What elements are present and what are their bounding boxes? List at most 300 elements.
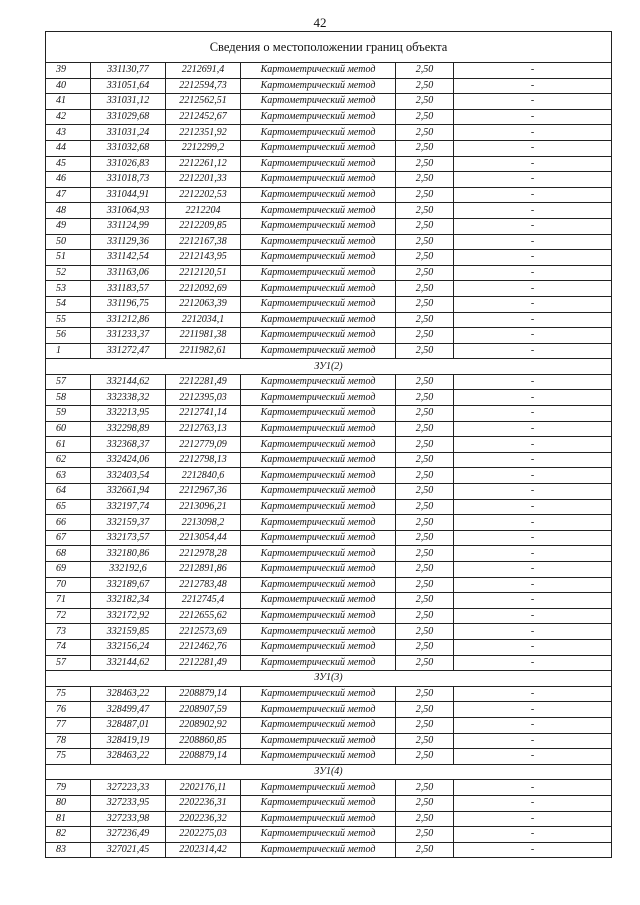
coordinate-y-cell: 2211982,61: [166, 343, 241, 359]
method-cell: Картометрический метод: [241, 234, 396, 250]
coordinate-y-cell: 2208879,14: [166, 749, 241, 765]
accuracy-cell: 2,50: [396, 421, 454, 437]
note-cell: -: [454, 655, 612, 671]
table-row: [46, 125, 612, 141]
table-row: [46, 562, 612, 578]
method-cell: Картометрический метод: [241, 187, 396, 203]
coordinate-x-cell: 331031,12: [91, 94, 166, 110]
coordinate-x-cell: 332180,86: [91, 546, 166, 562]
accuracy-cell: 2,50: [396, 702, 454, 718]
note-cell: -: [454, 749, 612, 765]
table-row: [46, 717, 612, 733]
coordinate-x-cell: 332213,95: [91, 406, 166, 422]
method-cell: Картометрический метод: [241, 562, 396, 578]
coordinate-x-cell: 331196,75: [91, 296, 166, 312]
table-row: [46, 811, 612, 827]
table-row: [46, 328, 612, 344]
coordinate-y-cell: 2212281,49: [166, 374, 241, 390]
point-number-cell: 74: [46, 639, 91, 655]
point-number-cell: 55: [46, 312, 91, 328]
coordinate-y-cell: 2212204: [166, 203, 241, 219]
coordinate-y-cell: 2208860,85: [166, 733, 241, 749]
coordinate-x-cell: 331130,77: [91, 63, 166, 79]
coordinate-x-cell: 331051,64: [91, 78, 166, 94]
accuracy-cell: 2,50: [396, 109, 454, 125]
coordinate-x-cell: 331124,99: [91, 218, 166, 234]
coordinate-y-cell: 2208879,14: [166, 686, 241, 702]
boundary-coordinates-table: [45, 31, 612, 858]
point-number-cell: 65: [46, 499, 91, 515]
note-cell: -: [454, 437, 612, 453]
point-number-cell: 53: [46, 281, 91, 297]
accuracy-cell: 2,50: [396, 468, 454, 484]
table-row: [46, 530, 612, 546]
point-number-cell: 79: [46, 780, 91, 796]
coordinate-x-cell: 331018,73: [91, 172, 166, 188]
method-cell: Картометрический метод: [241, 78, 396, 94]
table-row: [46, 577, 612, 593]
coordinate-y-cell: 2213054,44: [166, 530, 241, 546]
table-row: [46, 749, 612, 765]
point-number-cell: 62: [46, 452, 91, 468]
accuracy-cell: 2,50: [396, 156, 454, 172]
note-cell: -: [454, 515, 612, 531]
coordinate-y-cell: 2212779,09: [166, 437, 241, 453]
note-cell: -: [454, 265, 612, 281]
point-number-cell: 67: [46, 530, 91, 546]
table-row: [46, 655, 612, 671]
accuracy-cell: 2,50: [396, 499, 454, 515]
coordinate-y-cell: 2208907,59: [166, 702, 241, 718]
method-cell: Картометрический метод: [241, 452, 396, 468]
table-row: [46, 702, 612, 718]
coordinate-y-cell: 2212763,13: [166, 421, 241, 437]
note-cell: -: [454, 484, 612, 500]
method-cell: Картометрический метод: [241, 717, 396, 733]
method-cell: Картометрический метод: [241, 406, 396, 422]
coordinate-y-cell: 2212840,6: [166, 468, 241, 484]
coordinate-x-cell: 332159,85: [91, 624, 166, 640]
accuracy-cell: 2,50: [396, 312, 454, 328]
note-cell: -: [454, 702, 612, 718]
accuracy-cell: 2,50: [396, 593, 454, 609]
method-cell: Картометрический метод: [241, 172, 396, 188]
note-cell: -: [454, 577, 612, 593]
note-cell: -: [454, 795, 612, 811]
method-cell: Картометрический метод: [241, 296, 396, 312]
note-cell: -: [454, 328, 612, 344]
coordinate-y-cell: 2212798,13: [166, 452, 241, 468]
note-cell: -: [454, 624, 612, 640]
accuracy-cell: 2,50: [396, 343, 454, 359]
note-cell: -: [454, 452, 612, 468]
accuracy-cell: 2,50: [396, 608, 454, 624]
method-cell: Картометрический метод: [241, 312, 396, 328]
coordinate-y-cell: 2212261,12: [166, 156, 241, 172]
method-cell: Картометрический метод: [241, 109, 396, 125]
note-cell: -: [454, 234, 612, 250]
point-number-cell: 63: [46, 468, 91, 484]
method-cell: Картометрический метод: [241, 218, 396, 234]
coordinate-x-cell: 332144,62: [91, 374, 166, 390]
accuracy-cell: 2,50: [396, 78, 454, 94]
method-cell: Картометрический метод: [241, 795, 396, 811]
accuracy-cell: 2,50: [396, 172, 454, 188]
note-cell: -: [454, 156, 612, 172]
point-number-cell: 47: [46, 187, 91, 203]
note-cell: -: [454, 593, 612, 609]
coordinate-y-cell: 2202236,31: [166, 795, 241, 811]
accuracy-cell: 2,50: [396, 250, 454, 266]
coordinate-y-cell: 2202236,32: [166, 811, 241, 827]
method-cell: Картометрический метод: [241, 702, 396, 718]
table-row: [46, 452, 612, 468]
table-title: Сведения о местоположении границ объекта: [46, 32, 612, 63]
table-row: [46, 281, 612, 297]
point-number-cell: 43: [46, 125, 91, 141]
point-number-cell: 59: [46, 406, 91, 422]
point-number-cell: 57: [46, 374, 91, 390]
method-cell: Картометрический метод: [241, 343, 396, 359]
table-row: [46, 187, 612, 203]
method-cell: Картометрический метод: [241, 499, 396, 515]
section-row: [46, 359, 612, 375]
table-row: [46, 234, 612, 250]
table-row: [46, 780, 612, 796]
table-row: [46, 686, 612, 702]
table-row: [46, 343, 612, 359]
method-cell: Картометрический метод: [241, 421, 396, 437]
note-cell: -: [454, 125, 612, 141]
accuracy-cell: 2,50: [396, 281, 454, 297]
accuracy-cell: 2,50: [396, 624, 454, 640]
table-row: [46, 624, 612, 640]
table-row: [46, 639, 612, 655]
accuracy-cell: 2,50: [396, 515, 454, 531]
note-cell: -: [454, 109, 612, 125]
method-cell: Картометрический метод: [241, 140, 396, 156]
coordinate-x-cell: 331064,93: [91, 203, 166, 219]
note-cell: -: [454, 203, 612, 219]
table-row: [46, 94, 612, 110]
method-cell: Картометрический метод: [241, 265, 396, 281]
coordinate-x-cell: 328463,22: [91, 686, 166, 702]
point-number-cell: 64: [46, 484, 91, 500]
point-number-cell: 52: [46, 265, 91, 281]
table-row: [46, 203, 612, 219]
section-row: [46, 671, 612, 687]
point-number-cell: 41: [46, 94, 91, 110]
table-row: [46, 468, 612, 484]
accuracy-cell: 2,50: [396, 546, 454, 562]
coordinate-x-cell: 328419,19: [91, 733, 166, 749]
table-row: [46, 296, 612, 312]
point-number-cell: 57: [46, 655, 91, 671]
coordinate-x-cell: 331032,68: [91, 140, 166, 156]
accuracy-cell: 2,50: [396, 452, 454, 468]
table-row: [46, 312, 612, 328]
accuracy-cell: 2,50: [396, 125, 454, 141]
coordinate-x-cell: 332424,06: [91, 452, 166, 468]
point-number-cell: 69: [46, 562, 91, 578]
coordinate-x-cell: 331233,37: [91, 328, 166, 344]
note-cell: -: [454, 94, 612, 110]
method-cell: Картометрический метод: [241, 546, 396, 562]
section-label: ЗУ1(2): [46, 359, 612, 375]
coordinate-y-cell: 2212281,49: [166, 655, 241, 671]
method-cell: Картометрический метод: [241, 390, 396, 406]
coordinate-y-cell: 2212967,36: [166, 484, 241, 500]
accuracy-cell: 2,50: [396, 234, 454, 250]
point-number-cell: 39: [46, 63, 91, 79]
accuracy-cell: 2,50: [396, 390, 454, 406]
note-cell: -: [454, 406, 612, 422]
coordinate-y-cell: 2212201,33: [166, 172, 241, 188]
point-number-cell: 83: [46, 842, 91, 858]
note-cell: -: [454, 218, 612, 234]
coordinate-y-cell: 2202314,42: [166, 842, 241, 858]
coordinate-y-cell: 2213096,21: [166, 499, 241, 515]
coordinate-x-cell: 332661,94: [91, 484, 166, 500]
accuracy-cell: 2,50: [396, 827, 454, 843]
accuracy-cell: 2,50: [396, 374, 454, 390]
method-cell: Картометрический метод: [241, 125, 396, 141]
point-number-cell: 66: [46, 515, 91, 531]
method-cell: Картометрический метод: [241, 94, 396, 110]
accuracy-cell: 2,50: [396, 484, 454, 500]
table-row: [46, 421, 612, 437]
point-number-cell: 48: [46, 203, 91, 219]
point-number-cell: 40: [46, 78, 91, 94]
coordinate-y-cell: 2212034,1: [166, 312, 241, 328]
point-number-cell: 80: [46, 795, 91, 811]
coordinate-y-cell: 2212452,67: [166, 109, 241, 125]
method-cell: Картометрический метод: [241, 484, 396, 500]
accuracy-cell: 2,50: [396, 577, 454, 593]
point-number-cell: 75: [46, 686, 91, 702]
note-cell: -: [454, 250, 612, 266]
coordinate-x-cell: 331129,36: [91, 234, 166, 250]
accuracy-cell: 2,50: [396, 717, 454, 733]
accuracy-cell: 2,50: [396, 842, 454, 858]
note-cell: -: [454, 296, 612, 312]
coordinate-x-cell: 331142,54: [91, 250, 166, 266]
section-label: ЗУ1(4): [46, 764, 612, 780]
note-cell: -: [454, 140, 612, 156]
coordinate-x-cell: 332403,54: [91, 468, 166, 484]
note-cell: -: [454, 63, 612, 79]
table-row: [46, 608, 612, 624]
accuracy-cell: 2,50: [396, 733, 454, 749]
accuracy-cell: 2,50: [396, 530, 454, 546]
note-cell: -: [454, 78, 612, 94]
point-number-cell: 76: [46, 702, 91, 718]
coordinate-x-cell: 327233,98: [91, 811, 166, 827]
table-row: [46, 546, 612, 562]
coordinate-y-cell: 2213098,2: [166, 515, 241, 531]
note-cell: -: [454, 374, 612, 390]
note-cell: -: [454, 172, 612, 188]
table-body: [46, 32, 612, 858]
accuracy-cell: 2,50: [396, 265, 454, 281]
coordinate-x-cell: 331031,24: [91, 125, 166, 141]
coordinate-x-cell: 328463,22: [91, 749, 166, 765]
method-cell: Картометрический метод: [241, 749, 396, 765]
coordinate-y-cell: 2212655,62: [166, 608, 241, 624]
method-cell: Картометрический метод: [241, 780, 396, 796]
method-cell: Картометрический метод: [241, 686, 396, 702]
method-cell: Картометрический метод: [241, 811, 396, 827]
coordinate-x-cell: 331272,47: [91, 343, 166, 359]
coordinate-y-cell: 2212978,28: [166, 546, 241, 562]
note-cell: -: [454, 499, 612, 515]
table-row: [46, 250, 612, 266]
note-cell: -: [454, 312, 612, 328]
method-cell: Картометрический метод: [241, 530, 396, 546]
point-number-cell: 45: [46, 156, 91, 172]
note-cell: -: [454, 390, 612, 406]
table-row: [46, 390, 612, 406]
point-number-cell: 71: [46, 593, 91, 609]
point-number-cell: 1: [46, 343, 91, 359]
coordinate-x-cell: 327223,33: [91, 780, 166, 796]
table-row: [46, 795, 612, 811]
accuracy-cell: 2,50: [396, 780, 454, 796]
coordinate-y-cell: 2212063,39: [166, 296, 241, 312]
coordinate-y-cell: 2212167,38: [166, 234, 241, 250]
accuracy-cell: 2,50: [396, 94, 454, 110]
point-number-cell: 58: [46, 390, 91, 406]
accuracy-cell: 2,50: [396, 639, 454, 655]
table-title-row: [46, 32, 612, 63]
coordinate-y-cell: 2212143,95: [166, 250, 241, 266]
coordinate-y-cell: 2212209,85: [166, 218, 241, 234]
method-cell: Картометрический метод: [241, 827, 396, 843]
coordinate-x-cell: 332197,74: [91, 499, 166, 515]
note-cell: -: [454, 530, 612, 546]
accuracy-cell: 2,50: [396, 218, 454, 234]
coordinate-y-cell: 2212120,51: [166, 265, 241, 281]
coordinate-y-cell: 2212351,92: [166, 125, 241, 141]
method-cell: Картометрический метод: [241, 63, 396, 79]
note-cell: -: [454, 562, 612, 578]
coordinate-x-cell: 332338,32: [91, 390, 166, 406]
coordinate-x-cell: 332159,37: [91, 515, 166, 531]
point-number-cell: 61: [46, 437, 91, 453]
accuracy-cell: 2,50: [396, 795, 454, 811]
accuracy-cell: 2,50: [396, 63, 454, 79]
accuracy-cell: 2,50: [396, 811, 454, 827]
table-row: [46, 265, 612, 281]
note-cell: -: [454, 686, 612, 702]
table-row: [46, 78, 612, 94]
coordinate-x-cell: 332192,6: [91, 562, 166, 578]
accuracy-cell: 2,50: [396, 140, 454, 156]
point-number-cell: 78: [46, 733, 91, 749]
note-cell: -: [454, 811, 612, 827]
note-cell: -: [454, 733, 612, 749]
note-cell: -: [454, 343, 612, 359]
coordinate-y-cell: 2212783,48: [166, 577, 241, 593]
table-row: [46, 109, 612, 125]
method-cell: Картометрический метод: [241, 842, 396, 858]
table-row: [46, 218, 612, 234]
method-cell: Картометрический метод: [241, 515, 396, 531]
coordinate-y-cell: 2212092,69: [166, 281, 241, 297]
coordinate-x-cell: 332144,62: [91, 655, 166, 671]
coordinate-y-cell: 2212562,51: [166, 94, 241, 110]
note-cell: -: [454, 717, 612, 733]
accuracy-cell: 2,50: [396, 203, 454, 219]
table-row: [46, 156, 612, 172]
table-row: [46, 374, 612, 390]
coordinate-x-cell: 332368,37: [91, 437, 166, 453]
section-row: [46, 764, 612, 780]
coordinate-x-cell: 331163,06: [91, 265, 166, 281]
point-number-cell: 70: [46, 577, 91, 593]
coordinate-x-cell: 331183,57: [91, 281, 166, 297]
coordinate-y-cell: 2212202,53: [166, 187, 241, 203]
point-number-cell: 75: [46, 749, 91, 765]
page-number: 42: [313, 15, 327, 30]
note-cell: -: [454, 842, 612, 858]
coordinate-x-cell: 328487,01: [91, 717, 166, 733]
method-cell: Картометрический метод: [241, 374, 396, 390]
point-number-cell: 51: [46, 250, 91, 266]
coordinate-x-cell: 331212,86: [91, 312, 166, 328]
coordinate-x-cell: 331029,68: [91, 109, 166, 125]
table-row: [46, 140, 612, 156]
coordinate-y-cell: 2208902,92: [166, 717, 241, 733]
coordinate-y-cell: 2202275,03: [166, 827, 241, 843]
point-number-cell: 42: [46, 109, 91, 125]
table-row: [46, 499, 612, 515]
coordinate-x-cell: 332298,89: [91, 421, 166, 437]
coordinate-y-cell: 2212462,76: [166, 639, 241, 655]
method-cell: Картометрический метод: [241, 639, 396, 655]
point-number-cell: 49: [46, 218, 91, 234]
method-cell: Картометрический метод: [241, 608, 396, 624]
table-row: [46, 63, 612, 79]
method-cell: Картометрический метод: [241, 437, 396, 453]
coordinate-x-cell: 332189,67: [91, 577, 166, 593]
note-cell: -: [454, 421, 612, 437]
point-number-cell: 72: [46, 608, 91, 624]
coordinate-x-cell: 332173,57: [91, 530, 166, 546]
note-cell: -: [454, 780, 612, 796]
method-cell: Картометрический метод: [241, 624, 396, 640]
point-number-cell: 60: [46, 421, 91, 437]
coordinate-x-cell: 327021,45: [91, 842, 166, 858]
coordinate-x-cell: 331026,83: [91, 156, 166, 172]
point-number-cell: 73: [46, 624, 91, 640]
accuracy-cell: 2,50: [396, 187, 454, 203]
table-row: [46, 733, 612, 749]
accuracy-cell: 2,50: [396, 296, 454, 312]
point-number-cell: 44: [46, 140, 91, 156]
method-cell: Картометрический метод: [241, 250, 396, 266]
coordinate-y-cell: 2211981,38: [166, 328, 241, 344]
method-cell: Картометрический метод: [241, 468, 396, 484]
accuracy-cell: 2,50: [396, 437, 454, 453]
coordinate-x-cell: 332156,24: [91, 639, 166, 655]
method-cell: Картометрический метод: [241, 655, 396, 671]
accuracy-cell: 2,50: [396, 562, 454, 578]
coordinate-x-cell: 327233,95: [91, 795, 166, 811]
point-number-cell: 56: [46, 328, 91, 344]
coordinate-y-cell: 2212299,2: [166, 140, 241, 156]
section-label: ЗУ1(3): [46, 671, 612, 687]
